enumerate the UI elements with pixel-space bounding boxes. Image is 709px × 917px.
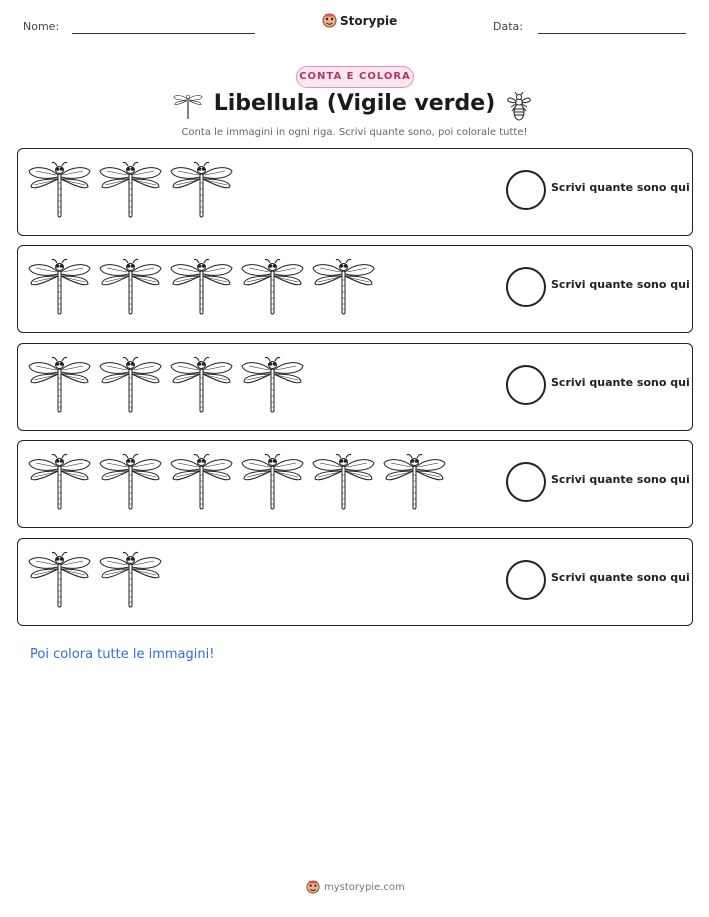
- count-row-4: [17, 440, 693, 528]
- date-label: Data:: [493, 20, 523, 33]
- dragonfly-icon: [99, 161, 162, 219]
- dragonfly-icon: [170, 161, 233, 219]
- dragonfly-icon: [170, 453, 233, 511]
- dragonfly-icon: [99, 551, 162, 609]
- count-row-5: [17, 538, 693, 626]
- color-instruction: Poi colora tutte le immagini!: [30, 647, 215, 662]
- dragonfly-icon: [170, 258, 233, 316]
- answer-circle[interactable]: [506, 560, 546, 600]
- date-line[interactable]: [538, 33, 686, 34]
- dragonfly-icon: [312, 453, 375, 511]
- dragonfly-icon: [99, 453, 162, 511]
- answer-label: Scrivi quante sono qui: [551, 278, 690, 291]
- instructions: Conta le immagini in ogni riga. Scrivi quante sono, poi colorale tutte!: [181, 127, 528, 138]
- picture-group: [28, 551, 162, 609]
- dragonfly-icon: [99, 258, 162, 316]
- dragonfly-icon: [99, 356, 162, 414]
- dragonfly-icon: [28, 453, 91, 511]
- picture-group: [28, 161, 233, 219]
- dragonfly-icon: [241, 258, 304, 316]
- dragonfly-icon: [241, 356, 304, 414]
- name-label: Nome:: [23, 20, 60, 33]
- storypie-logo-icon: [322, 13, 337, 28]
- wasp-icon: [506, 92, 532, 122]
- dragonfly-icon: [383, 453, 446, 511]
- picture-group: [28, 453, 446, 511]
- answer-label: Scrivi quante sono qui: [551, 181, 690, 194]
- count-row-2: [17, 245, 693, 333]
- picture-group: [28, 356, 304, 414]
- answer-circle[interactable]: [506, 462, 546, 502]
- answer-label: Scrivi quante sono qui: [551, 376, 690, 389]
- name-line[interactable]: [72, 33, 255, 34]
- brand: [322, 13, 397, 28]
- dragonfly-icon: [28, 258, 91, 316]
- dragonfly-icon: [241, 453, 304, 511]
- footer: [306, 880, 405, 894]
- count-row-3: [17, 343, 693, 431]
- footer-site: mystorypie.com: [324, 881, 405, 893]
- dragonfly-icon: [28, 356, 91, 414]
- dragonfly-icon: [312, 258, 375, 316]
- dragonfly-icon: [28, 551, 91, 609]
- activity-badge: CONTA E COLORA: [296, 66, 414, 88]
- answer-label: Scrivi quante sono qui: [551, 571, 690, 584]
- answer-circle[interactable]: [506, 267, 546, 307]
- dragonfly-icon: [170, 356, 233, 414]
- brand-name: Storypie: [340, 13, 398, 28]
- dragonfly-icon: [28, 161, 91, 219]
- picture-group: [28, 258, 375, 316]
- answer-circle[interactable]: [506, 170, 546, 210]
- answer-circle[interactable]: [506, 365, 546, 405]
- answer-label: Scrivi quante sono qui: [551, 473, 690, 486]
- page-title: Libellula (Vigile verde): [213, 91, 496, 116]
- count-row-1: [17, 148, 693, 236]
- storypie-logo-icon: [306, 880, 320, 894]
